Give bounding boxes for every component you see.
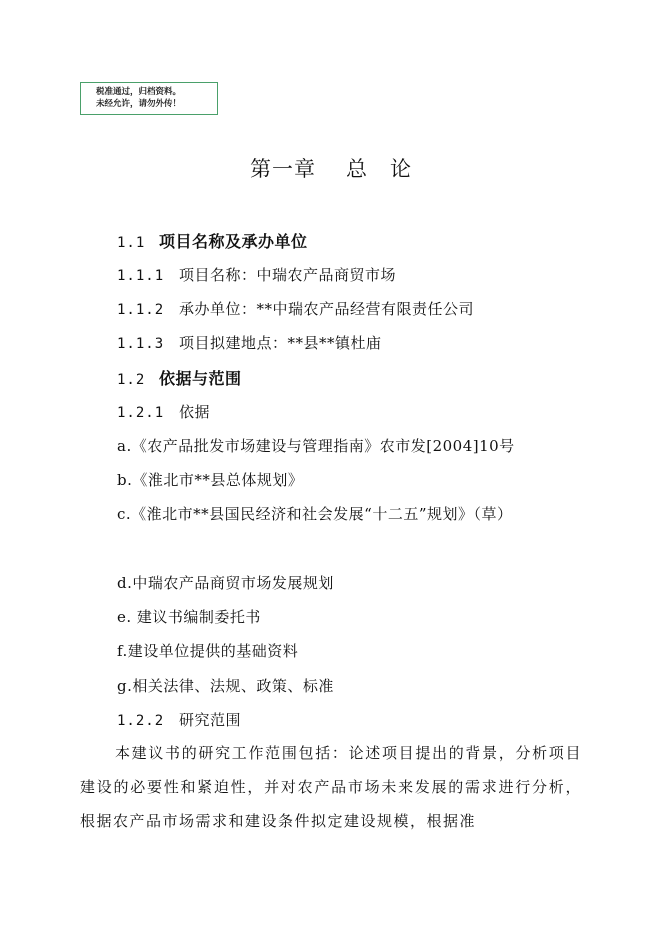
section-text: 项目拟建地点：**县**镇杜庙 <box>179 334 382 352</box>
chapter-prefix: 第一章 <box>250 157 316 181</box>
section-text: 研究范围 <box>179 711 242 729</box>
section-1-2-1 <box>117 401 210 422</box>
section-number: 1.1 <box>117 235 146 251</box>
section-number: 1.1.3 <box>117 336 165 352</box>
basis-item-f: f.建设单位提供的基础资料 <box>117 642 299 660</box>
section-1-1-3 <box>117 332 382 353</box>
chapter-name: 总 论 <box>346 157 412 181</box>
section-text: 项目名称：中瑞农产品商贸市场 <box>179 266 397 284</box>
section-title: 项目名称及承办单位 <box>159 232 308 251</box>
section-text: 依据 <box>179 403 211 421</box>
basis-item-b: b.《淮北市**县总体规划》 <box>117 471 304 489</box>
section-number: 1.1.2 <box>117 302 165 318</box>
basis-item-e: e. 建议书编制委托书 <box>117 608 261 626</box>
stamp-line-1: 税准通过，归档资料。 <box>96 87 182 97</box>
scope-paragraph: 本建议书的研究工作范围包括：论述项目提出的背景，分析项目建设的必要性和紧迫性，并对农产品市场未来发展的需求进行分析，根据农产品市场需求和建设条件拟定建设规模，根据准 <box>80 744 582 830</box>
section-1-1-1 <box>117 264 396 285</box>
section-number: 1.2.2 <box>117 713 165 729</box>
section-title: 依据与范围 <box>159 369 242 388</box>
section-number: 1.2.1 <box>117 405 165 421</box>
section-1-2-heading <box>117 366 242 389</box>
basis-item-d: d.中瑞农产品商贸市场发展规划 <box>117 574 334 592</box>
section-text: 承办单位：**中瑞农产品经营有限责任公司 <box>179 300 475 318</box>
section-number: 1.1.1 <box>117 268 165 284</box>
basis-item-c: c.《淮北市**县国民经济和社会发展“十二五”规划》（草） <box>117 505 513 523</box>
section-number: 1.2 <box>117 372 146 388</box>
stamp-line-2: 未经允许，请勿外传！ <box>96 99 182 109</box>
section-1-1-2 <box>117 298 474 319</box>
basis-item-a: a.《农产品批发市场建设与管理指南》农市发[2004]10号 <box>117 437 515 455</box>
section-1-1-heading <box>117 229 308 252</box>
archive-stamp <box>80 82 218 115</box>
section-1-2-2 <box>117 709 241 730</box>
chapter-title <box>0 153 662 183</box>
basis-item-g: g.相关法律、法规、政策、标准 <box>117 677 334 695</box>
